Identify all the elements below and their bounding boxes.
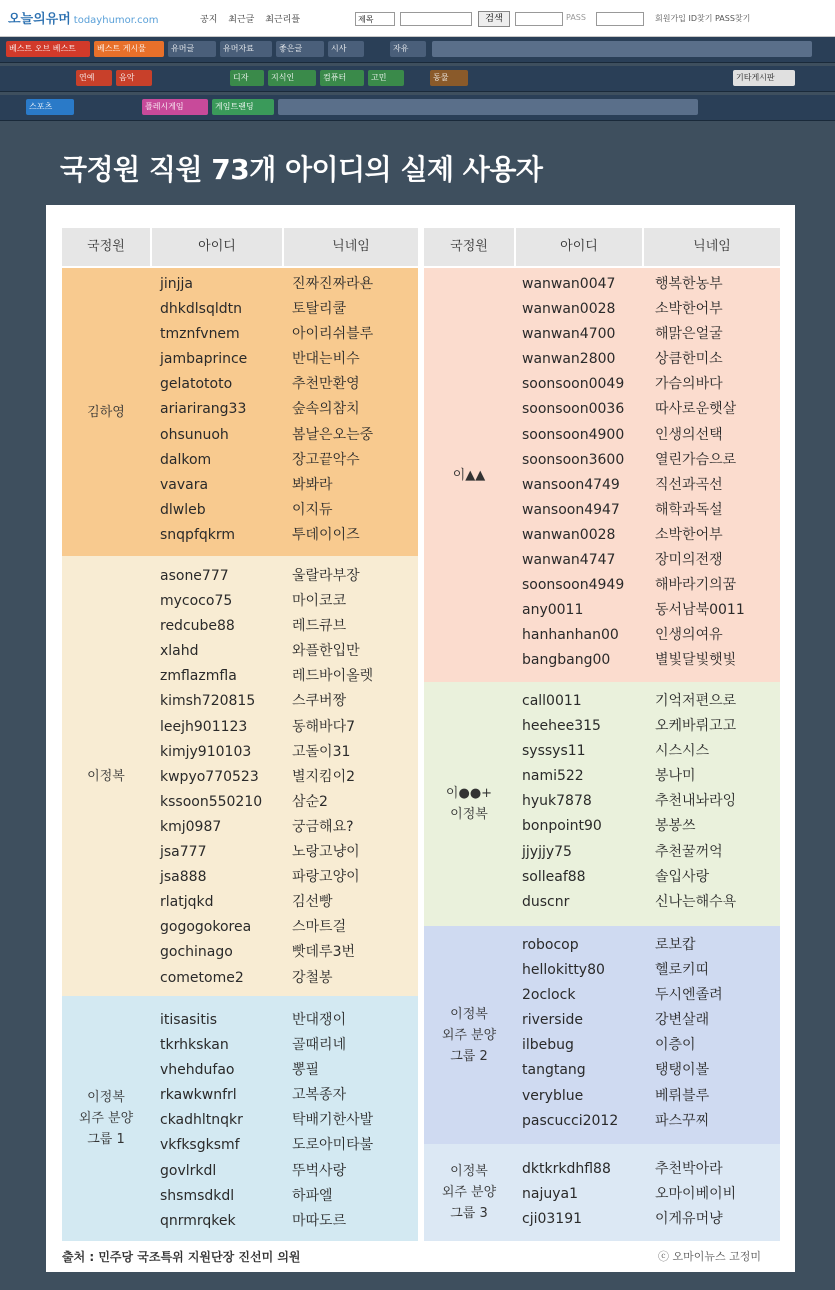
account-id: hyuk7878	[522, 793, 592, 810]
nickname-column	[292, 272, 418, 548]
account-id: kimsh720815	[160, 693, 256, 710]
account-id: soonsoon3600	[522, 451, 625, 468]
menu-icon-strip-1[interactable]	[432, 41, 812, 57]
account-id: ariarirang33	[160, 401, 247, 418]
account-id: bonpoint90	[522, 818, 602, 835]
account-nickname: 추천꿀꺼억	[655, 843, 723, 860]
account-nickname: 해학과독설	[655, 501, 723, 518]
account-id: pascucci2012	[522, 1112, 619, 1129]
menu-other-boards[interactable]: 기타게시판	[733, 70, 795, 86]
account-id: wanwan0028	[522, 526, 616, 543]
account-nickname: 고복종자	[292, 1087, 347, 1104]
account-nickname: 봉봉쓰	[655, 818, 696, 835]
account-id: vkfksgksmf	[160, 1137, 240, 1154]
account-nickname: 투데이이즈	[292, 526, 360, 543]
account-nickname: 행복한농부	[655, 276, 723, 292]
account-links[interactable]: 회원가입 ID찾기 PASS찾기	[655, 14, 751, 23]
account-nickname: 이게유머냥	[655, 1211, 723, 1228]
account-id: ilbebug	[522, 1037, 574, 1054]
header-nickname-left: 닉네임	[284, 228, 418, 266]
account-id: najuya1	[522, 1186, 578, 1203]
account-nickname: 뽕필	[292, 1062, 320, 1079]
password-input[interactable]	[596, 12, 644, 26]
account-nickname: 별빛달빛햇빛	[655, 652, 737, 669]
account-id: soonsoon0036	[522, 401, 625, 418]
nickname-column	[655, 272, 781, 674]
account-id: rkawkwnfrl	[160, 1087, 237, 1104]
account-nickname: 장고끝악수	[292, 451, 360, 468]
account-nickname: 시스시스	[655, 743, 710, 760]
nav-recent-replies-link[interactable]: 최근리플	[265, 15, 301, 25]
account-id: qnrmrqkek	[160, 1212, 236, 1229]
account-nickname: 로보캅	[655, 937, 696, 953]
site-header	[0, 0, 835, 37]
account-nickname: 봐봐라	[292, 476, 333, 493]
account-id: tmznfvnem	[160, 326, 240, 343]
menu-humor-media[interactable]: 유머자료	[220, 41, 272, 57]
account-id: hanhanhan00	[522, 627, 619, 644]
account-nickname: 토탈리쿨	[292, 301, 347, 318]
account-id: gelatototo	[160, 376, 233, 393]
account-nickname: 가슴의바다	[655, 376, 723, 393]
account-id: jinjja	[160, 276, 194, 292]
menu-entertainment[interactable]: 연예	[76, 70, 112, 86]
account-id: ckadhltnqkr	[160, 1112, 243, 1129]
account-nickname: 아이리쉬블루	[292, 326, 374, 343]
source-note: 출처 : 민주당 국조특위 지원단장 진선미 의원	[62, 1250, 301, 1264]
account-id: zmflazmfla	[160, 668, 237, 685]
menu-knowledge[interactable]: 지식인	[268, 70, 316, 86]
account-id: solleaf88	[522, 868, 586, 885]
nav-notice-link[interactable]: 공지	[200, 15, 218, 25]
account-nickname: 봄날은오는중	[292, 426, 374, 443]
account-id: tangtang	[522, 1062, 586, 1079]
top-nav	[200, 12, 308, 25]
account-id: ohsunuoh	[160, 426, 229, 443]
account-id: bangbang00	[522, 652, 611, 669]
account-id: kmj0987	[160, 818, 222, 835]
account-id: dalkom	[160, 451, 212, 468]
group-owner: 이정복	[87, 768, 125, 784]
nav-recent-posts-link[interactable]: 최근글	[228, 15, 255, 25]
account-nickname: 골때리네	[292, 1037, 347, 1054]
account-id: jjyjjy75	[522, 843, 572, 860]
login-id-input[interactable]	[515, 12, 563, 26]
account-nickname: 봉나미	[655, 768, 696, 785]
account-id: heehee315	[522, 718, 601, 735]
account-id: redcube88	[160, 618, 235, 635]
site-logo[interactable]	[8, 8, 159, 27]
menu-flash-game[interactable]: 플레시게임	[142, 99, 208, 115]
account-id: duscnr	[522, 893, 570, 910]
account-nickname: 도로아미타불	[292, 1137, 374, 1154]
menu-best-posts[interactable]: 베스트 게시물	[94, 41, 164, 57]
account-nickname: 스마트걸	[292, 919, 347, 936]
account-nickname: 해바라기의꿈	[655, 577, 737, 594]
header-id-right: 아이디	[516, 228, 642, 266]
account-nickname: 상큼한미소	[655, 351, 723, 368]
menu-current-affairs[interactable]: 시사	[328, 41, 364, 57]
account-nickname: 궁금해요?	[292, 818, 354, 835]
menu-row-3	[0, 95, 835, 121]
account-nickname: 고돌이31	[292, 743, 351, 760]
menu-concerns[interactable]: 고민	[368, 70, 404, 86]
account-nickname: 울랄라부장	[292, 568, 360, 584]
account-id: dhkdlsqldtn	[160, 301, 242, 318]
account-nickname: 베뤼블루	[655, 1087, 710, 1104]
account-nickname: 마이코코	[292, 593, 347, 610]
header-agency-right: 국정원	[424, 228, 514, 266]
account-nickname: 따사로운햇살	[655, 401, 737, 418]
account-id: call0011	[522, 693, 582, 709]
account-nickname: 마따도르	[292, 1212, 347, 1229]
account-nickname: 강변살래	[655, 1012, 710, 1029]
header-agency-left: 국정원	[62, 228, 150, 266]
menu-music[interactable]: 음악	[116, 70, 152, 86]
account-nickname: 동서남북0011	[655, 602, 745, 619]
account-nickname: 장미의전쟁	[655, 552, 723, 569]
account-nickname: 반대는비수	[292, 351, 360, 368]
account-id: dktkrkdhfl88	[522, 1161, 611, 1177]
account-id: veryblue	[522, 1087, 584, 1104]
account-id: kssoon550210	[160, 793, 263, 810]
account-nickname: 스쿠버짱	[292, 693, 347, 710]
account-nickname: 탁배기한사발	[292, 1112, 374, 1129]
menu-sports[interactable]: 스포츠	[26, 99, 74, 115]
group-owner: 이▲▲	[452, 467, 486, 483]
account-id: jsa888	[160, 869, 207, 886]
logo-sub: todayhumor.com	[73, 15, 159, 26]
menu-good-posts[interactable]: 좋은글	[276, 41, 324, 57]
account-id: wansoon4749	[522, 476, 620, 493]
group-owner: 김하영	[87, 404, 125, 420]
account-nickname: 소박한어부	[655, 526, 723, 543]
account-id: cji03191	[522, 1211, 583, 1228]
account-id: kwpyo770523	[160, 768, 259, 785]
header-id-left: 아이디	[152, 228, 282, 266]
group-owner: 이●●+ 이정복	[445, 786, 493, 822]
account-id: dlwleb	[160, 501, 206, 518]
account-nickname: 김선빵	[292, 894, 333, 911]
account-nickname: 노랑고냥이	[292, 844, 360, 861]
account-nickname: 두시엔졸려	[655, 987, 723, 1004]
menu-design[interactable]: 디자	[230, 70, 264, 86]
menu-icon-strip-3[interactable]	[278, 99, 698, 115]
id-column	[522, 272, 644, 674]
account-id: vavara	[160, 476, 209, 493]
account-id: wanwan0047	[522, 276, 616, 292]
account-id: wansoon4947	[522, 501, 620, 518]
account-id: soonsoon0049	[522, 376, 625, 393]
account-id: itisasitis	[160, 1012, 217, 1028]
account-nickname: 동해바다7	[292, 718, 356, 735]
menu-row-1	[0, 37, 835, 63]
account-id: riverside	[522, 1012, 583, 1029]
account-nickname: 열린가슴으로	[655, 451, 737, 468]
account-nickname: 인생의여유	[655, 627, 723, 644]
group-owner: 이정복 외주 분양 그룹 1	[78, 1090, 134, 1147]
account-id: cometome2	[160, 969, 244, 986]
nickname-column	[655, 1157, 781, 1232]
account-nickname: 레드큐브	[292, 618, 347, 635]
account-nickname: 별지킴이2	[292, 768, 356, 785]
id-column	[160, 1008, 282, 1234]
account-nickname: 해맑은얼굴	[655, 326, 723, 343]
account-nickname: 와플한입만	[292, 643, 360, 660]
account-nickname: 추천만환영	[292, 376, 360, 393]
id-column	[522, 933, 644, 1134]
menu-free-board[interactable]: 자유	[390, 41, 426, 57]
nickname-column	[655, 689, 781, 915]
account-nickname: 반대쟁이	[292, 1012, 347, 1028]
account-id: xlahd	[160, 643, 199, 660]
account-id: jambaprince	[160, 351, 248, 368]
account-nickname: 인생의선택	[655, 426, 723, 443]
nickname-column	[292, 1008, 418, 1234]
account-id: soonsoon4949	[522, 577, 625, 594]
account-nickname: 신나는해수욕	[655, 893, 737, 910]
infographic-title: 국정원 직원 73개 아이디의 실제 사용자	[60, 153, 543, 186]
header-nickname-right: 닉네임	[644, 228, 780, 266]
account-id: wanwan4747	[522, 552, 616, 569]
account-id: snqpfqkrm	[160, 526, 236, 543]
account-id: hellokitty80	[522, 962, 605, 979]
search-type-select[interactable]: 제목	[355, 12, 395, 26]
account-nickname: 레드바이올렛	[292, 668, 374, 685]
account-nickname: 숲속의참치	[292, 401, 360, 418]
account-nickname: 이층이	[655, 1037, 696, 1054]
account-nickname: 빳데루3번	[292, 944, 356, 961]
account-id: soonsoon4900	[522, 426, 625, 443]
account-nickname: 소박한어부	[655, 301, 723, 318]
account-id: shsmsdkdl	[160, 1187, 235, 1204]
account-nickname: 기억저편으로	[655, 693, 737, 709]
account-nickname: 진짜진짜라욘	[292, 276, 374, 292]
id-column	[522, 689, 644, 915]
menu-computer[interactable]: 컴퓨터	[320, 70, 364, 86]
account-nickname: 추천박아라	[655, 1161, 723, 1177]
account-id: rlatjqkd	[160, 894, 214, 911]
account-nickname: 추천내놔라잉	[655, 793, 737, 810]
copyright-credit: ⓒ 오마이뉴스 고정미	[658, 1250, 762, 1263]
nickname-column	[655, 933, 781, 1134]
nickname-column	[292, 564, 418, 991]
account-id: robocop	[522, 937, 579, 953]
account-nickname: 강철봉	[292, 969, 333, 986]
pass-label: PASS	[566, 13, 586, 22]
account-nickname: 파랑고양이	[292, 869, 360, 886]
logo-text: 오늘의유머	[8, 12, 71, 27]
account-nickname: 헬로키띠	[655, 962, 710, 979]
account-nickname: 뚜벅사랑	[292, 1162, 347, 1179]
account-id: wanwan4700	[522, 326, 616, 343]
account-id: kimjy910103	[160, 743, 252, 760]
menu-humor-posts[interactable]: 유머글	[168, 41, 216, 57]
menu-best-of-best[interactable]: 베스트 오브 베스트	[6, 41, 90, 57]
account-nickname: 직선과곡선	[655, 476, 723, 493]
account-id: leejh901123	[160, 718, 248, 735]
menu-game-trending[interactable]: 게임트랜딩	[212, 99, 274, 115]
account-id: syssys11	[522, 743, 586, 760]
account-id: govlrkdl	[160, 1162, 217, 1179]
search-button[interactable]: 검색	[478, 11, 510, 27]
search-input[interactable]	[400, 12, 472, 26]
account-id: any0011	[522, 602, 584, 619]
menu-row-2	[0, 66, 835, 92]
account-nickname: 삼순2	[292, 793, 328, 810]
account-id: asone777	[160, 568, 229, 584]
account-id: gogogokorea	[160, 919, 252, 936]
id-column	[160, 272, 282, 548]
account-id: mycoco75	[160, 593, 233, 610]
account-id: 2oclock	[522, 987, 576, 1004]
account-id: wanwan0028	[522, 301, 616, 318]
account-id: nami522	[522, 768, 584, 785]
account-nickname: 이지듀	[292, 501, 333, 518]
account-id: gochinago	[160, 944, 233, 961]
account-nickname: 파스꾸찌	[655, 1112, 710, 1129]
account-id: wanwan2800	[522, 351, 616, 368]
account-id: vhehdufao	[160, 1062, 235, 1079]
account-nickname: 솔입사랑	[655, 868, 710, 885]
account-nickname: 오마이베이비	[655, 1186, 737, 1203]
id-column	[522, 1157, 644, 1232]
account-id: jsa777	[160, 844, 207, 861]
group-owner: 이정복 외주 분양 그룹 2	[441, 1006, 497, 1064]
group-owner: 이정복 외주 분양 그룹 3	[441, 1164, 497, 1221]
account-nickname: 오케바뤼고고	[655, 718, 737, 735]
id-column	[160, 564, 282, 991]
menu-animals[interactable]: 동물	[430, 70, 468, 86]
account-nickname: 탱탱이볼	[655, 1062, 710, 1079]
account-id: tkrhkskan	[160, 1037, 229, 1054]
account-nickname: 하파엘	[292, 1187, 333, 1204]
